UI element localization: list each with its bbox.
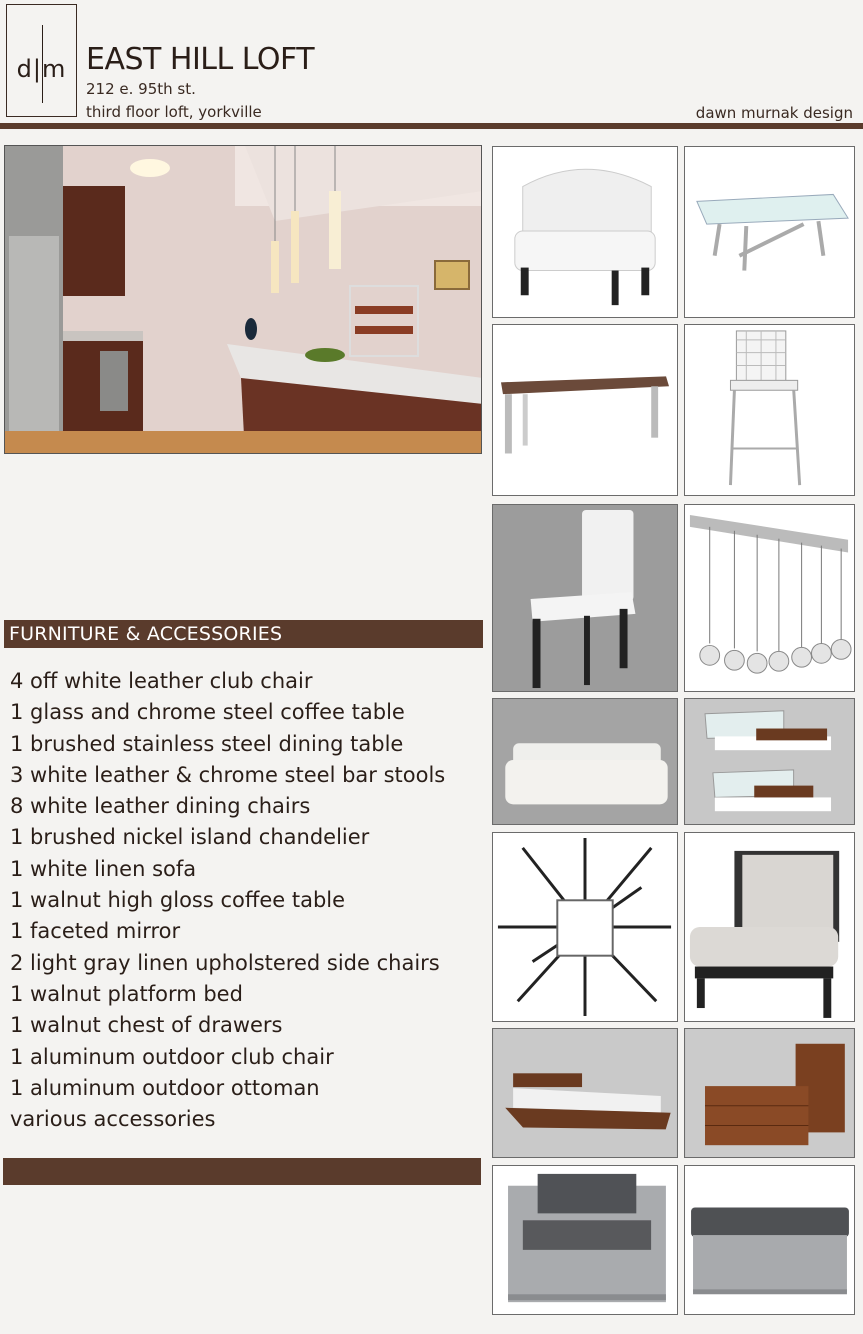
list-item: 1 aluminum outdoor ottoman [10, 1075, 320, 1100]
list-item: 4 off white leather club chair [10, 669, 313, 693]
product-faceted-mirror [492, 832, 678, 1022]
list-item: 1 walnut chest of drawers [10, 1013, 283, 1038]
list-item: 1 white linen sofa [10, 856, 197, 881]
product-dining-chair [492, 504, 678, 692]
product-sofa [492, 698, 678, 825]
address-line-1: 212 e. 95th st. [86, 80, 196, 98]
list-item: 1 glass and chrome steel coffee table [10, 700, 405, 725]
product-platform-bed [492, 1028, 678, 1158]
list-item: 1 walnut platform bed [10, 981, 243, 1006]
list-item: 3 white leather & chrome steel bar stools [10, 762, 446, 787]
product-club-chair [492, 146, 678, 318]
list-item: 8 white leather dining chairs [10, 794, 311, 819]
section-title: FURNITURE & ACCESSORIES [9, 623, 283, 645]
list-item: 1 aluminum outdoor club chair [10, 1044, 334, 1069]
address-line-2: third floor loft, yorkville [86, 103, 262, 121]
furniture-list [10, 666, 445, 1135]
kitchen-photo [4, 145, 482, 454]
product-chest-of-drawers [684, 1028, 855, 1158]
section-header [4, 620, 483, 648]
product-chandelier [684, 504, 855, 692]
logo [6, 4, 77, 117]
product-bar-stool [684, 324, 855, 496]
list-item: 1 faceted mirror [10, 919, 181, 944]
logo-text: d|m [16, 55, 67, 83]
product-walnut-coffee-table [684, 698, 855, 825]
product-coffee-table [684, 146, 855, 318]
list-item: various accessories [10, 1107, 216, 1132]
list-item: 1 brushed nickel island chandelier [10, 825, 370, 850]
product-outdoor-club-chair [492, 1165, 678, 1315]
list-item: 1 brushed stainless steel dining table [10, 731, 404, 756]
designer-name: dawn murnak design [695, 104, 853, 122]
product-outdoor-ottoman [684, 1165, 855, 1315]
footer-bar [3, 1158, 481, 1185]
list-item: 1 walnut high gloss coffee table [10, 888, 346, 913]
header-divider [0, 123, 863, 129]
page-title: EAST HILL LOFT [86, 42, 315, 77]
kitchen-illustration [5, 146, 482, 454]
list-item: 2 light gray linen upholstered side chairs [10, 950, 440, 975]
product-side-chair [684, 832, 855, 1022]
product-dining-table [492, 324, 678, 496]
